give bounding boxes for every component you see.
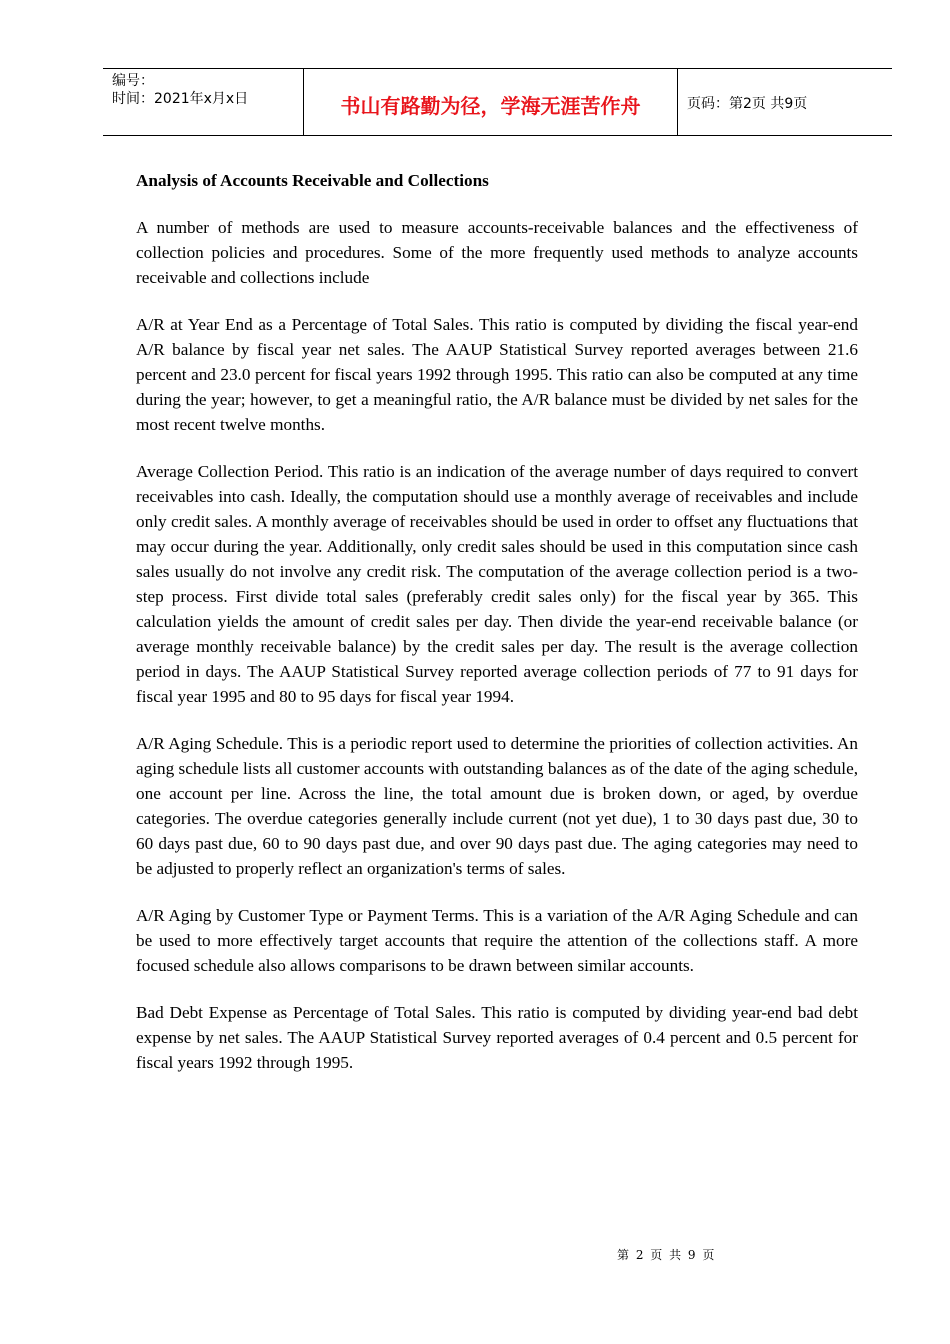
paragraph-ar-aging-schedule: A/R Aging Schedule. This is a periodic report used to determine the priorities of collection activities. An aging schedule lists all customer accounts with outstanding balances as of the date of the aging schedule, one account per line. Across the line, the total amount due is broken down, or aged, by overdue categories. The overdue categories generally include current (not yet due), 1 to 30 days past due, 30 to 60 days past due, 60 to 90 days past due, and over 90 days past due. The aging categories may need to be adjusted to properly reflect an organization's terms of sales.: [136, 734, 858, 878]
page-label: 页码：第2页 共9页: [687, 96, 808, 112]
page-footer: [0, 1246, 950, 1263]
date-label: 时间：2021年x月x日: [112, 91, 249, 107]
document-heading: Analysis of Accounts Receivable and Collections: [136, 171, 489, 190]
header-page-cell: [678, 69, 892, 135]
paragraph-ar-year-end: A/R at Year End as a Percentage of Total Sales. This ratio is computed by dividing the fiscal year-end A/R balance by fiscal year net sales. The AAUP Statistical Survey reported averages between 21.6 percent and 23.0 percent for fiscal years 1992 through 1995. This ratio can also be computed at any time during the year; however, to get a meaningful ratio, the A/R balance must be divided by net sales for the most recent twelve months.: [136, 315, 858, 434]
number-label: 编号：: [112, 73, 154, 89]
paragraph-bad-debt-expense: Bad Debt Expense as Percentage of Total Sales. This ratio is computed by dividing year-end bad debt expense by net sales. The AAUP Statistical Survey reported averages of 0.4 percent and 0.5 percent for fiscal years 1992 through 1995.: [136, 1003, 858, 1072]
document-body: [136, 168, 858, 1097]
paragraph-average-collection-period: Average Collection Period. This ratio is an indication of the average number of days required to convert receivables into cash. Ideally, the computation should use a monthly average of receivables and include only credit sales. A monthly average of receivables should be used in order to offset any fluctuations that may occur during the year. Additionally, only credit sales should be used in this computation since cash sales usually do not involve any credit risk. The computation of the average collection period is a two-step process. First divide total sales (preferably credit sales only) for the fiscal year by 365. This calculation yields the amount of credit sales per day. Then divide the year-end receivable balance (or average monthly receivable balance) by the credit sales per day. The result is the average collection period in days. The AAUP Statistical Survey reported average collection periods of 77 to 91 days for fiscal year 1995 and 80 to 95 days for fiscal year 1994.: [136, 462, 858, 706]
header-motto-cell: [304, 69, 678, 135]
page-header: [103, 68, 892, 136]
motto-text: 书山有路勤为径，学海无涯苦作舟: [340, 93, 641, 118]
header-meta-cell: [103, 69, 304, 135]
paragraph-intro: A number of methods are used to measure accounts-receivable balances and the effectiveness of collection policies and procedures. Some of the more frequently used methods to analyze accounts receivable and collections include: [136, 218, 858, 287]
paragraph-ar-aging-by-customer: A/R Aging by Customer Type or Payment Terms. This is a variation of the A/R Aging Schedule and can be used to more effectively target accounts that require the attention of the collections staff. A more focused schedule also allows comparisons to be drawn between similar accounts.: [136, 906, 858, 975]
footer-page-number: 第 2 页 共 9 页: [617, 1248, 715, 1262]
